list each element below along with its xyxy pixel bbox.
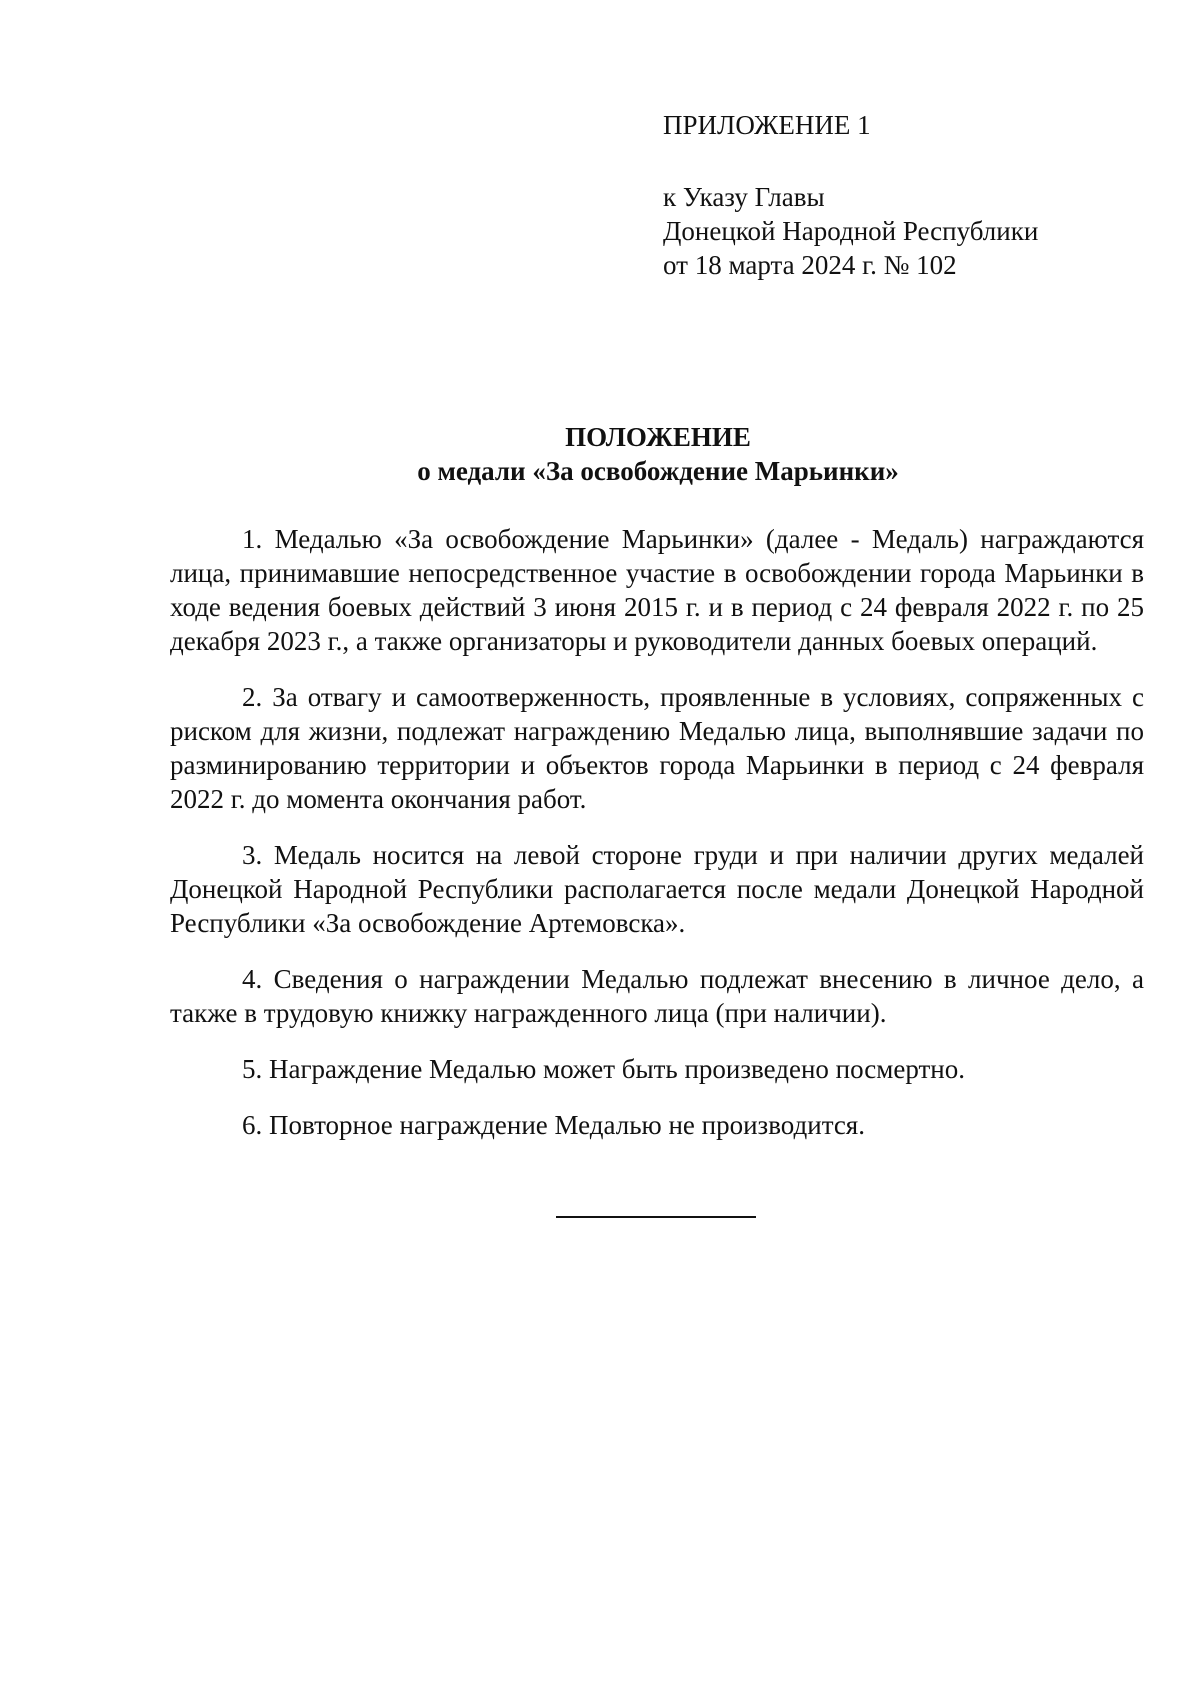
document-body bbox=[170, 522, 1144, 1164]
paragraph-1: 1. Медалью «За освобождение Марьинки» (далее - Медаль) награждаются лица, принимавшие непосредственное участие в освобождении города Марьинки в ходе ведения боевых действий 3 июня 2015 г. и в период с 24 февраля 2022 г. по 25 декабря 2023 г., а также организаторы и руководители данных боевых операций. bbox=[170, 524, 1144, 656]
appendix-block bbox=[663, 108, 1133, 282]
appendix-decree-line: к Указу Главы bbox=[663, 182, 825, 212]
paragraph-2: 2. За отвагу и самоотверженность, проявленные в условиях, сопряженных с риском для жизни, подлежат награждению Медалью лица, выполнявшие задачи по разминированию территории и объектов города Марьинки в период с 24 февраля 2022 г. до момента окончания работ. bbox=[170, 682, 1144, 814]
appendix-republic-line: Донецкой Народной Республики bbox=[663, 216, 1039, 246]
end-divider-line bbox=[556, 1216, 756, 1218]
paragraph-4: 4. Сведения о награждении Медалью подлежат внесению в личное дело, а также в трудовую книжку награжденного лица (при наличии). bbox=[170, 964, 1144, 1028]
document-title: ПОЛОЖЕНИЕ bbox=[565, 422, 751, 452]
paragraph-5: 5. Награждение Медалью может быть произведено посмертно. bbox=[242, 1054, 966, 1084]
document-heading bbox=[0, 420, 1200, 488]
paragraph-3: 3. Медаль носится на левой стороне груди и при наличии других медалей Донецкой Народной Республики располагается после медали Донецкой Народной Республики «За освобождение Артемовска». bbox=[170, 840, 1144, 938]
document-subtitle: о медали «За освобождение Марьинки» bbox=[417, 456, 899, 486]
appendix-date-line: от 18 марта 2024 г. № 102 bbox=[663, 250, 957, 280]
appendix-title: ПРИЛОЖЕНИЕ 1 bbox=[663, 110, 871, 140]
paragraph-6: 6. Повторное награждение Медалью не производится. bbox=[242, 1110, 865, 1140]
